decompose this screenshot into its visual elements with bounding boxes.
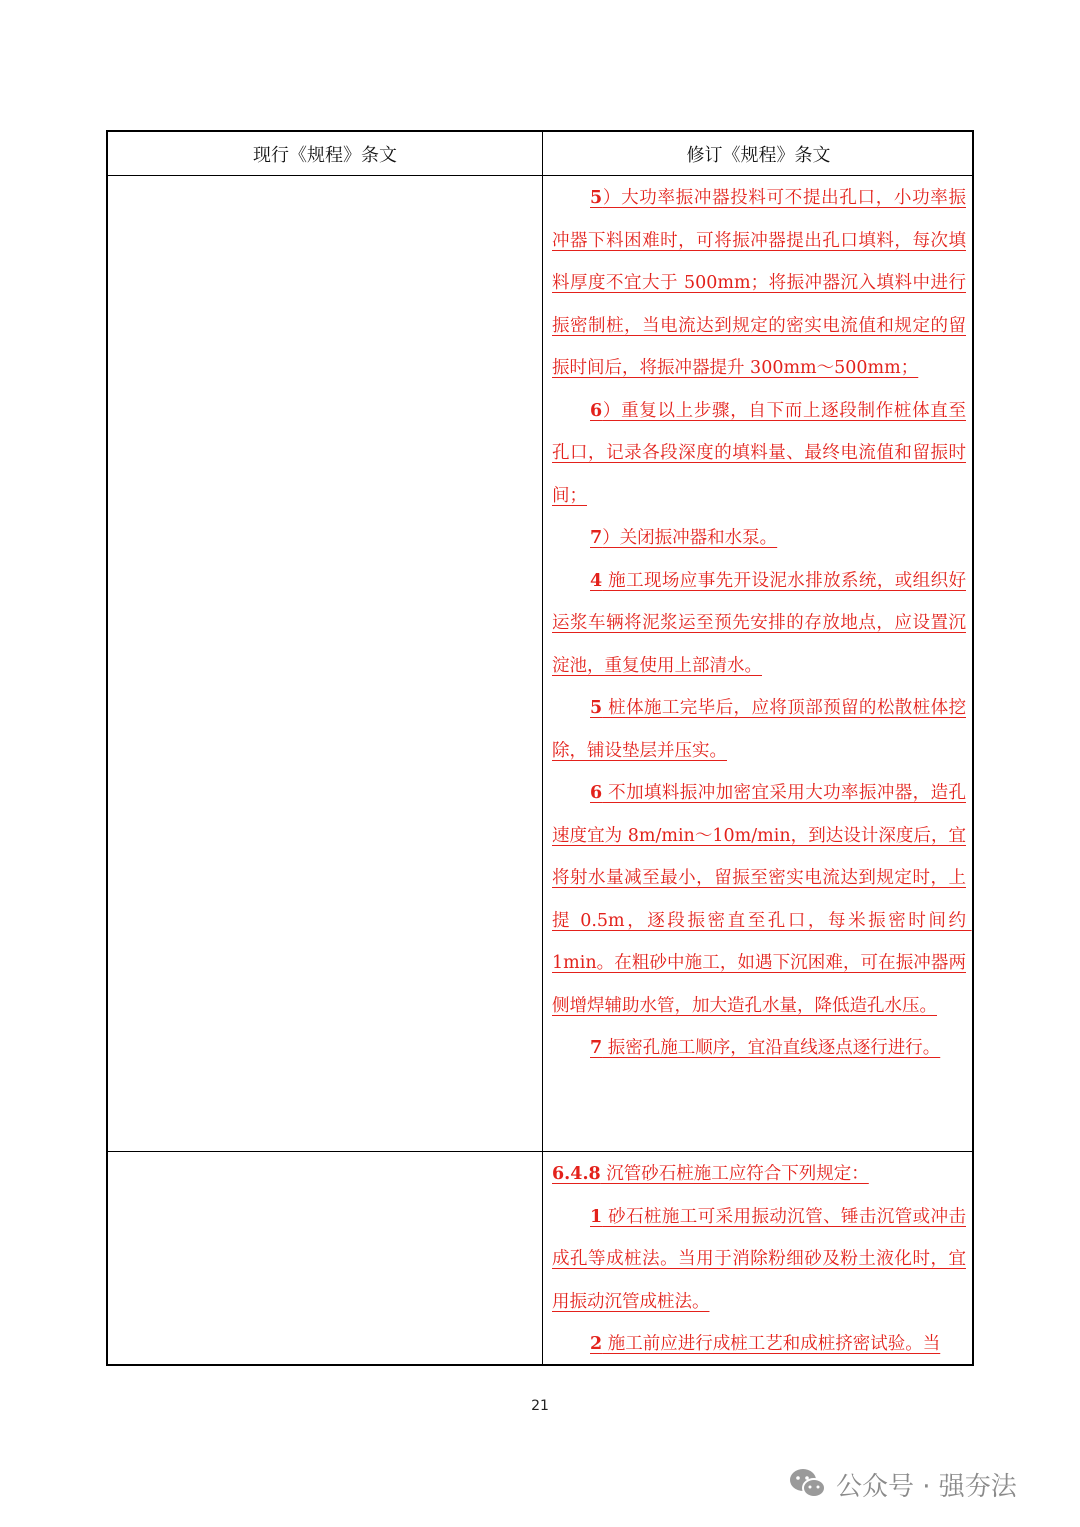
watermark: [788, 1464, 1017, 1504]
header-revised-clause: 修订《规程》条文: [686, 145, 831, 166]
page-number: 21: [531, 1398, 549, 1414]
row-divider: [108, 1151, 972, 1152]
clause-paragraph: 7）关闭振冲器和水泵。: [590, 528, 778, 548]
clause-paragraph: 2 施工前应进行成桩工艺和成桩挤密试验。当: [590, 1334, 941, 1354]
comparison-table: [106, 130, 974, 1366]
column-divider: [542, 132, 543, 1364]
header-divider: [108, 175, 972, 176]
clause-paragraph: 5）大功率振冲器投料可不提出孔口，小功率振冲器下料困难时，可将振冲器提出孔口填料，每次填料厚度不宜大于 500mm；将振冲器沉入填料中进行振密制桩，当电流达到规定的密实电流值和规定的留振时间后，将振冲器提升 300mm～500mm；: [552, 188, 966, 378]
watermark-text: 公众号 · 强夯法: [836, 1471, 1017, 1502]
header-current-clause: 现行《规程》条文: [253, 145, 397, 166]
clause-paragraph: 6 不加填料振冲加密宜采用大功率振冲器，造孔速度宜为 8m/min～10m/min，到达设计深度后，宜将射水量减至最小，留振至密实电流达到规定时，上提 0.5m，逐段振密直至孔口，每米振密时间约 1min。在粗砂中施工，如遇下沉困难，可在振冲器两侧增焊辅助水管，加大造孔水量，降低造孔水压。: [552, 783, 972, 1016]
clause-heading: 6.4.8 沉管砂石桩施工应符合下列规定：: [552, 1164, 869, 1184]
row2-revised-cell: [552, 1153, 966, 1366]
wechat-icon: [788, 1467, 828, 1501]
clause-paragraph: 1 砂石桩施工可采用振动沉管、锤击沉管或冲击成孔等成桩法。当用于消除粉细砂及粉土液化时，宜用振动沉管成桩法。: [552, 1206, 966, 1312]
clause-paragraph: 7 振密孔施工顺序，宜沿直线逐点逐行进行。: [590, 1038, 941, 1058]
clause-paragraph: 4 施工现场应事先开设泥水排放系统，或组织好运浆车辆将泥浆运至预先安排的存放地点，应设置沉淀池，重复使用上部清水。: [552, 570, 966, 676]
clause-paragraph: 6）重复以上步骤，自下而上逐段制作桩体直至孔口，记录各段深度的填料量、最终电流值和留振时间；: [552, 400, 966, 506]
row1-revised-cell: [552, 177, 972, 1070]
clause-paragraph: 5 桩体施工完毕后，应将顶部预留的松散桩体挖除，铺设垫层并压实。: [552, 698, 966, 761]
